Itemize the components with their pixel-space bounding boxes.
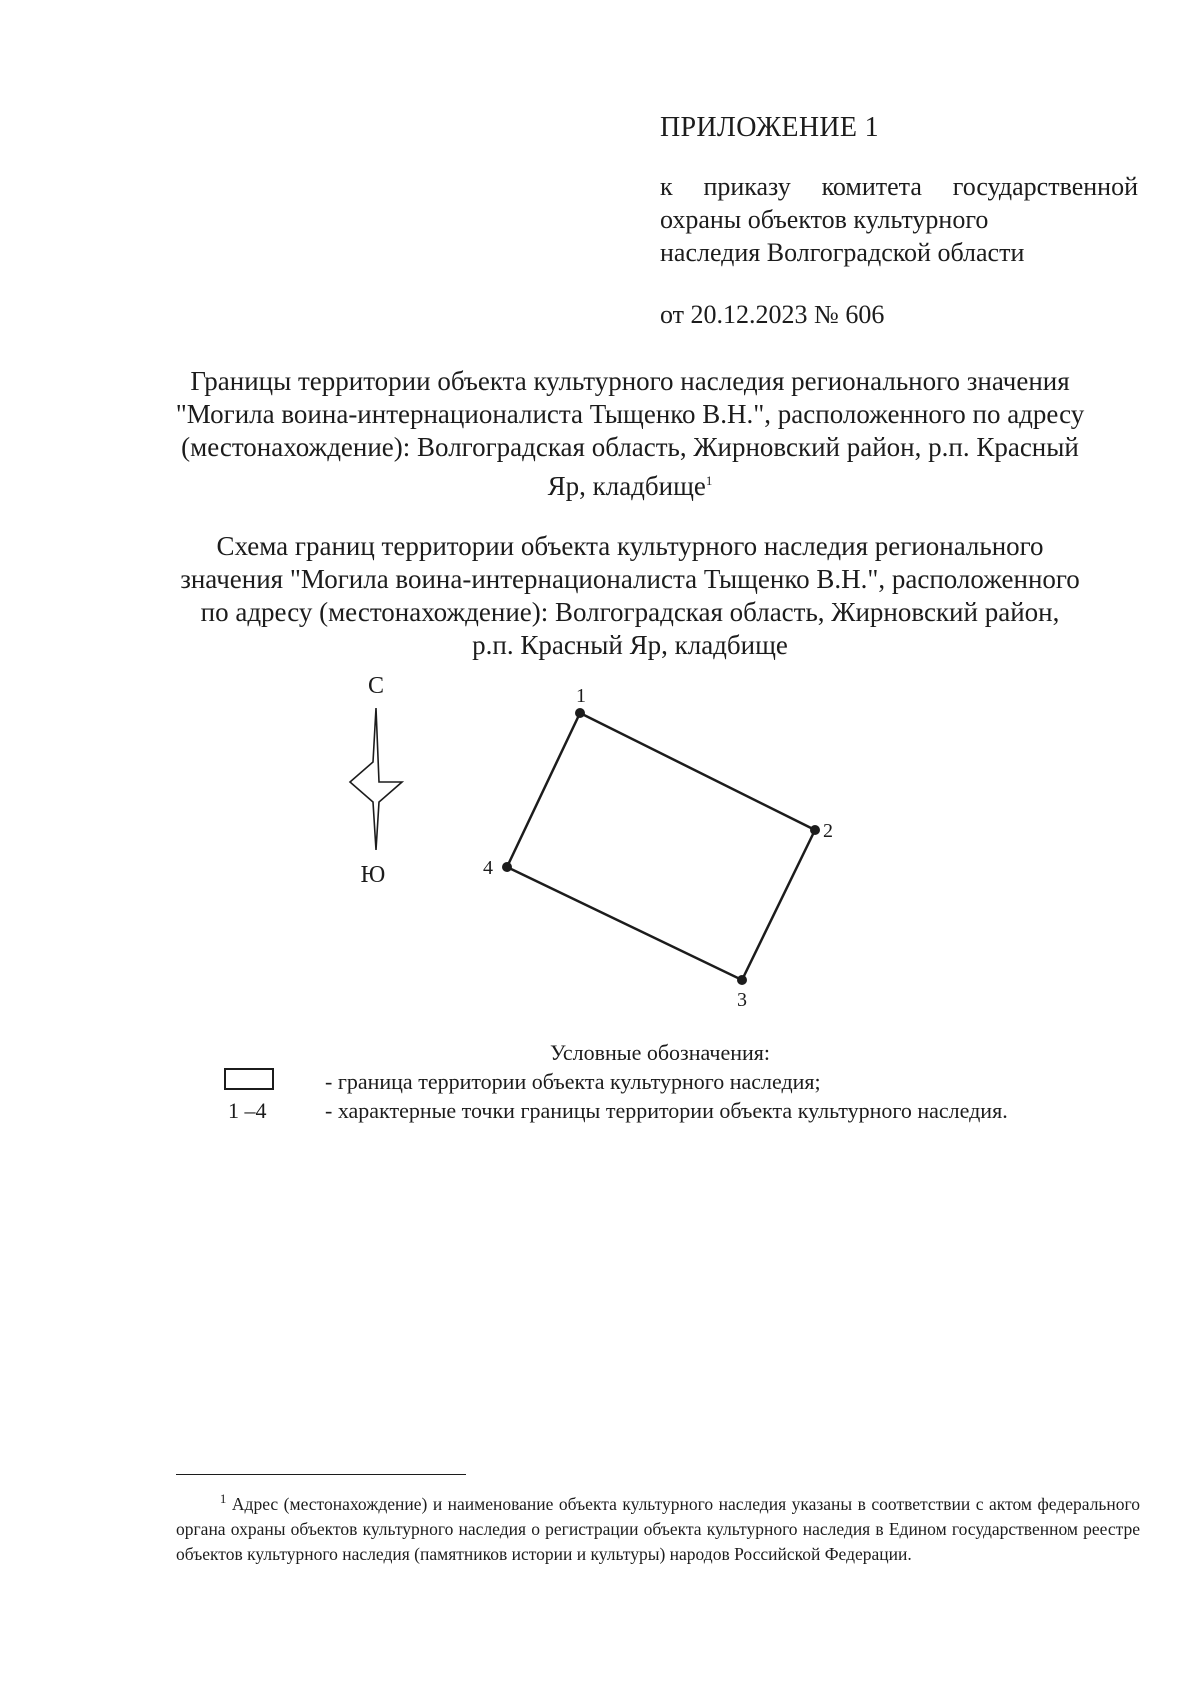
order-word: к (660, 172, 673, 201)
order-reference-line-1 (660, 170, 1138, 203)
legend-boundary-label: - граница территории объекта культурного наследия; (325, 1069, 821, 1094)
compass-needle (350, 708, 402, 850)
title-line: Яр, кладбище (547, 471, 706, 501)
order-date: от 20.12.2023 № 606 (660, 300, 885, 329)
legend-points-label: - характерные точки границы территории объекта культурного наследия. (325, 1098, 1008, 1123)
legend-title: Условные обозначения: (549, 1040, 771, 1065)
footnote (176, 1486, 1140, 1567)
boundary-point-4 (502, 862, 512, 872)
compass-south-label: Ю (360, 862, 386, 888)
title-line: (местонахождение): Волгоградская область, Жирновский район, р.п. Красный (181, 432, 1079, 462)
appendix-number: ПРИЛОЖЕНИЕ 1 (660, 112, 879, 143)
boundary-legend-icon (224, 1068, 274, 1090)
boundary-point-label: 2 (823, 820, 833, 842)
boundary-point-3 (737, 975, 747, 985)
footnote-reference: 1 (705, 473, 713, 488)
boundary-point-label: 3 (737, 989, 747, 1011)
compass-rose-icon (350, 673, 402, 888)
footnote-divider (176, 1474, 466, 1475)
compass-north-label: С (367, 673, 385, 699)
document-title (150, 365, 1110, 503)
boundary-point-label: 1 (576, 685, 586, 707)
order-word: государственной (952, 172, 1138, 201)
boundary-polygon (507, 713, 815, 980)
footnote-text: Адрес (местонахождение) и наименование объекта культурного наследия указаны в соответствии с актом федерального органа охраны объектов культурного наследия о регистрации объекта культурного наследия в Едином государственном реестре объектов культурного наследия (памятников истории и культуры) народов Российской Федерации. (176, 1493, 1141, 1564)
scheme-title (150, 530, 1110, 662)
scheme-title-line: по адресу (местонахождение): Волгоградская область, Жирновский район, (200, 597, 1060, 627)
title-line: Границы территории объекта культурного наследия регионального значения (190, 366, 1070, 396)
order-reference (660, 170, 1138, 269)
scheme-title-line: Схема границ территории объекта культурного наследия регионального (216, 531, 1044, 561)
scheme-title-line: р.п. Красный Яр, кладбище (472, 630, 788, 660)
legend-points-range: 1 –4 (228, 1098, 267, 1123)
order-word: комитета (821, 172, 922, 201)
footnote-mark: 1 (219, 1491, 227, 1506)
title-line-last (150, 464, 1110, 503)
order-reference-line-3: наследия Волгоградской области (660, 238, 1025, 267)
boundary-point-1 (575, 708, 585, 718)
scheme-title-line: значения "Могила воина-интернационалиста Тыщенко В.Н.", расположенного (180, 564, 1080, 594)
order-word: приказу (703, 172, 791, 201)
title-line: "Могила воина-интернационалиста Тыщенко В.Н.", расположенного по адресу (175, 399, 1085, 429)
boundary-scheme (340, 670, 880, 1020)
order-reference-line-2: охраны объектов культурного (660, 205, 989, 234)
boundary-point-2 (810, 825, 820, 835)
boundary-point-label: 4 (483, 857, 493, 879)
